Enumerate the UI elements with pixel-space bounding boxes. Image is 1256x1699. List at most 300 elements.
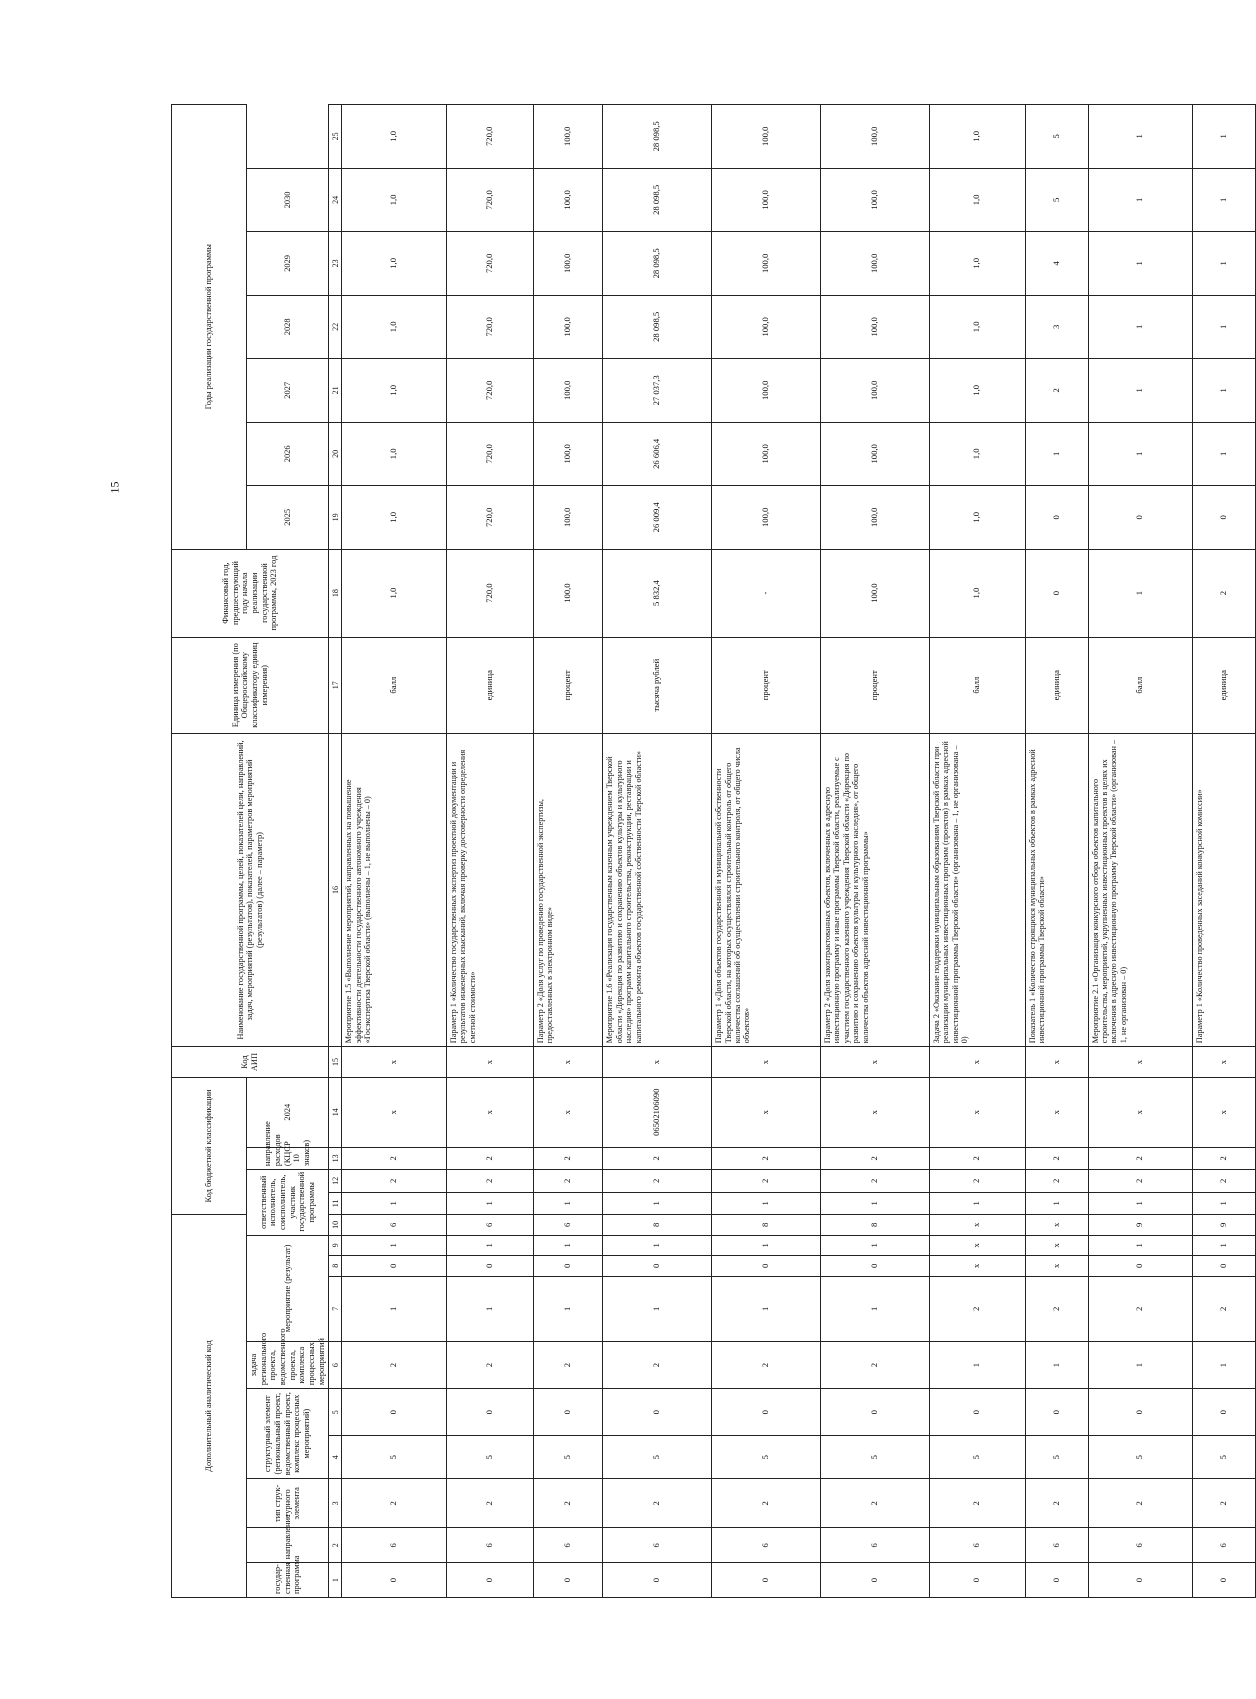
code-cell: 2 [1025, 1147, 1088, 1170]
code-cell: х [1088, 1047, 1192, 1078]
code-cell: 1 [1193, 1192, 1256, 1215]
code-cell: 6 [712, 1528, 821, 1563]
unit-cell: процент [533, 637, 603, 733]
code-cell: 1 [1025, 1342, 1088, 1389]
code-cell: 2 [929, 1276, 1025, 1342]
code-cell: х [929, 1215, 1025, 1235]
unit-cell: процент [820, 637, 929, 733]
code-cell: 2 [533, 1342, 603, 1389]
table-row [712, 105, 821, 1598]
year-value: 1 [1193, 168, 1256, 231]
year-value: 1,0 [342, 105, 446, 169]
code-cell: 0 [446, 1256, 533, 1276]
year-value: 1 [1088, 232, 1192, 295]
col-number: 13 [329, 1147, 342, 1170]
code-cell: х [1025, 1215, 1088, 1235]
code-cell: 6 [1088, 1528, 1192, 1563]
code-cell: 1 [1025, 1192, 1088, 1215]
col-number: 1 [329, 1563, 342, 1598]
code-cell: 1 [342, 1276, 446, 1342]
code-cell: х [820, 1047, 929, 1078]
year-value: 100,0 [820, 359, 929, 422]
code-cell: 0 [929, 1389, 1025, 1436]
code-cell: 1 [712, 1276, 821, 1342]
code-cell: 2 [712, 1342, 821, 1389]
code-cell: 2 [533, 1170, 603, 1193]
row-description: Параметр 1 «Количество государственных экспертиз проектной документации и результатов инженерных изысканий, включая проверку достоверности определения сметной стоимости» [446, 733, 533, 1046]
year-value: 100,0 [533, 105, 603, 169]
task-header: задача регионального проекта, ведомственного проекта, комплекса процессных мероприятий [247, 1342, 329, 1389]
col-number: 23 [329, 232, 342, 295]
fin-year-header: Финансовый год, предшествующий году начала реализации государственной программы, 2023 год [172, 549, 329, 637]
code-cell: 0 [446, 1389, 533, 1436]
code-cell: 1 [533, 1192, 603, 1215]
code-cell: 0 [712, 1563, 821, 1598]
code-cell: х [446, 1077, 533, 1147]
year-value: 720,0 [446, 359, 533, 422]
year-value: 0 [1193, 486, 1256, 549]
table-row [533, 105, 603, 1598]
year-value: 720,0 [446, 295, 533, 358]
code-cell: 2 [342, 1479, 446, 1528]
year-value: 100,0 [533, 232, 603, 295]
code-cell: 0 [342, 1256, 446, 1276]
year-value: 100,0 [533, 168, 603, 231]
code-cell: 2 [1088, 1479, 1192, 1528]
code-cell: 6 [1025, 1528, 1088, 1563]
code-cell: 2 [1025, 1276, 1088, 1342]
col-number: 12 [329, 1170, 342, 1193]
code-cell: х [929, 1235, 1025, 1255]
state-program-header: государ-ственная программа [247, 1563, 329, 1598]
year-value: 720,0 [446, 422, 533, 485]
base-year-value: 5 832,4 [603, 549, 712, 637]
col-number: 18 [329, 549, 342, 637]
base-year-value: 0 [1025, 549, 1088, 637]
row-description: Параметр 1 «Доля объектов государственной и муниципальной собственности Тверской области, на которых осуществлялся строительный контроль от общего количества соглашений об осуществлении строительного контроля, от общего числа объектов» [712, 733, 821, 1046]
year-value: 720,0 [446, 486, 533, 549]
code-cell: 2 [1025, 1170, 1088, 1193]
executor-header: ответственный исполнитель, соисполнитель, участник государственной программы [247, 1170, 329, 1236]
year-value: 26 606,4 [603, 422, 712, 485]
year-value: 1,0 [342, 295, 446, 358]
year-value: 1 [1193, 359, 1256, 422]
code-cell: х [929, 1256, 1025, 1276]
code-cell: 1 [533, 1276, 603, 1342]
code-cell: х [712, 1077, 821, 1147]
base-year-value: 1 [1088, 549, 1192, 637]
year-2026-header: 2026 [247, 422, 329, 485]
event-header: мероприятие (результат) [247, 1235, 329, 1341]
table-row [820, 105, 929, 1598]
code-cell: 2 [1088, 1276, 1192, 1342]
code-cell: х [342, 1047, 446, 1078]
base-year-value: 1,0 [342, 549, 446, 637]
year-value: 720,0 [446, 105, 533, 169]
code-cell: 1 [1193, 1342, 1256, 1389]
code-cell: 5 [1088, 1436, 1192, 1479]
code-cell: 2 [603, 1479, 712, 1528]
unit-cell: балл [342, 637, 446, 733]
code-cell: 1 [342, 1192, 446, 1215]
code-cell: 0 [1088, 1563, 1192, 1598]
code-cell: 9 [1193, 1215, 1256, 1235]
year-value: 1,0 [342, 232, 446, 295]
year-value: 2 [1025, 359, 1088, 422]
code-cell: х [929, 1077, 1025, 1147]
code-cell: 2 [929, 1147, 1025, 1170]
year-value: 4 [1025, 232, 1088, 295]
year-value: 1,0 [929, 422, 1025, 485]
code-cell: 1 [1088, 1235, 1192, 1255]
year-value: 1,0 [342, 359, 446, 422]
expense-direction-header: направление расходов (КЦСР 10 знаков) [247, 1147, 329, 1170]
base-year-value: 100,0 [533, 549, 603, 637]
year-value: 100,0 [533, 295, 603, 358]
base-year-value: 100,0 [820, 549, 929, 637]
code-cell: 2 [1193, 1147, 1256, 1170]
year-value: 1,0 [929, 168, 1025, 231]
year-value: 1,0 [929, 232, 1025, 295]
code-cell: 1 [603, 1192, 712, 1215]
year-value: 1,0 [929, 359, 1025, 422]
row-description: Задача 2 «Оказание поддержки муниципальным образованиям Тверской области при реализации муниципальных инвестиционных программ (проектов) в рамках адресной инвестиционной программы Тверской области» (организована – 1, не организована – 0) [929, 733, 1025, 1046]
year-value: 27 037,3 [603, 359, 712, 422]
year-value: 100,0 [712, 422, 821, 485]
row-description: Мероприятие 2.1 «Организация конкурсного отбора объектов капитального строительства, мероприятий, укрупненных инвестиционных проектов в целях их включения в адресную инвестиционную программу Тверской области» (организован – 1, не организован – 0) [1088, 733, 1192, 1046]
code-cell: 1 [446, 1192, 533, 1215]
year-value: 0 [1088, 486, 1192, 549]
table-row [1088, 105, 1192, 1598]
unit-cell: тысяча рублей [603, 637, 712, 733]
code-cell: 2 [712, 1170, 821, 1193]
year-value: 1,0 [929, 105, 1025, 169]
year-value: 1 [1025, 422, 1088, 485]
code-cell: 1 [342, 1235, 446, 1255]
code-cell: 2 [929, 1170, 1025, 1193]
code-cell: 2 [446, 1170, 533, 1193]
col-number: 3 [329, 1479, 342, 1528]
code-cell: 1 [446, 1235, 533, 1255]
col-number: 14 [329, 1077, 342, 1147]
code-cell: 5 [603, 1436, 712, 1479]
code-cell: 1 [820, 1235, 929, 1255]
code-cell: 8 [820, 1215, 929, 1235]
row-description: Мероприятие 1.5 «Выполнение мероприятий, направленных на повышение эффективности деятельности государственного автономного учреждения «Госэкспертиза Тверской области» (выполнены – 1, не выполнены – 0) [342, 733, 446, 1046]
table-row [603, 105, 712, 1598]
code-cell: 0 [1088, 1389, 1192, 1436]
code-cell: х [1193, 1077, 1256, 1147]
code-cell: 5 [820, 1436, 929, 1479]
code-cell: 0 [1193, 1256, 1256, 1276]
table-row [446, 105, 533, 1598]
code-cell: 0 [1088, 1256, 1192, 1276]
code-cell: х [712, 1047, 821, 1078]
code-cell: 1 [929, 1342, 1025, 1389]
unit-cell: балл [929, 637, 1025, 733]
col-number: 15 [329, 1047, 342, 1078]
code-cell: 2 [342, 1342, 446, 1389]
code-cell: 2 [446, 1147, 533, 1170]
code-cell: 0 [603, 1563, 712, 1598]
year-2028-header: 2028 [247, 295, 329, 358]
code-cell: х [1088, 1077, 1192, 1147]
code-cell: х [1025, 1047, 1088, 1078]
code-cell: 0 [533, 1389, 603, 1436]
row-description: Показатель 1 «Количество строящихся муниципальных объектов в рамках адресной инвестиционной программы Тверской области» [1025, 733, 1088, 1046]
code-cell: 1 [603, 1235, 712, 1255]
code-cell: 0 [712, 1389, 821, 1436]
code-cell: 5 [1193, 1436, 1256, 1479]
col-number: 8 [329, 1256, 342, 1276]
code-cell: 5 [446, 1436, 533, 1479]
year-value: 1 [1088, 105, 1192, 169]
code-cell: 0 [533, 1256, 603, 1276]
base-year-value: 2 [1193, 549, 1256, 637]
code-cell: 2 [446, 1342, 533, 1389]
unit-cell: единица [446, 637, 533, 733]
year-value: 1 [1088, 359, 1192, 422]
code-cell: 2 [533, 1147, 603, 1170]
code-cell: 1 [603, 1276, 712, 1342]
code-cell: 5 [712, 1436, 821, 1479]
year-value: 1 [1088, 295, 1192, 358]
code-cell: 2 [1193, 1170, 1256, 1193]
rotated-page [171, 104, 1229, 1598]
year-value: 1,0 [342, 168, 446, 231]
code-cell: 06502106090 [603, 1077, 712, 1147]
code-cell: 6 [533, 1528, 603, 1563]
code-cell: 0 [1025, 1389, 1088, 1436]
code-cell: х [533, 1077, 603, 1147]
code-cell: х [1025, 1077, 1088, 1147]
code-cell: 1 [712, 1192, 821, 1215]
year-value: 5 [1025, 168, 1088, 231]
code-cell: 2 [342, 1147, 446, 1170]
code-cell: 2 [820, 1342, 929, 1389]
code-cell: 9 [1088, 1215, 1192, 1235]
code-cell: 2 [1025, 1479, 1088, 1528]
code-cell: х [1193, 1047, 1256, 1078]
year-value: 1 [1193, 295, 1256, 358]
unit-cell: балл [1088, 637, 1192, 733]
year-value: 100,0 [533, 486, 603, 549]
year-value: 100,0 [712, 295, 821, 358]
year-value: 100,0 [533, 359, 603, 422]
code-cell: 1 [712, 1235, 821, 1255]
code-cell: 2 [603, 1342, 712, 1389]
code-cell: 6 [1193, 1528, 1256, 1563]
year-value: 28 098,5 [603, 295, 712, 358]
unit-cell: процент [712, 637, 821, 733]
year-value: 1,0 [342, 422, 446, 485]
code-cell: 1 [820, 1276, 929, 1342]
year-value: 100,0 [820, 105, 929, 169]
code-cell: 2 [1193, 1479, 1256, 1528]
base-year-value: 720,0 [446, 549, 533, 637]
col-number: 2 [329, 1528, 342, 1563]
col-number: 17 [329, 637, 342, 733]
unit-cell: единица [1025, 637, 1088, 733]
code-cell: 1 [929, 1192, 1025, 1215]
year-value: 100,0 [820, 422, 929, 485]
code-cell: 6 [820, 1528, 929, 1563]
code-cell: 2 [820, 1147, 929, 1170]
code-cell: 0 [820, 1256, 929, 1276]
code-cell: 5 [1025, 1436, 1088, 1479]
col-number: 16 [329, 733, 342, 1046]
year-value: 100,0 [820, 486, 929, 549]
year-value: 100,0 [820, 295, 929, 358]
unit-header: Единица измерения (по Общероссийскому классификатору единиц измерения) [172, 637, 329, 733]
page-number: 15 [107, 481, 122, 494]
code-cell: 6 [929, 1528, 1025, 1563]
year-value: 100,0 [712, 105, 821, 169]
code-cell: х [1025, 1256, 1088, 1276]
table-body [342, 105, 1256, 1598]
year-value: 3 [1025, 295, 1088, 358]
program-table [171, 104, 1256, 1598]
col-number: 24 [329, 168, 342, 231]
code-cell: 1 [1088, 1192, 1192, 1215]
row-description: Параметр 1 «Количество проведенных заседаний конкурсной комиссии» [1193, 733, 1256, 1046]
col-number: 5 [329, 1389, 342, 1436]
row-description: Мероприятие 1.6 «Реализация государственным казенным учреждением Тверской области «Дирекция по развитию и сохранению объектов культуры и культурного наследия» программ капитального строительства, реконструкции, реставрации и капитального ремонта объектов государственной собственности Тверской области» [603, 733, 712, 1046]
code-cell: 6 [342, 1528, 446, 1563]
year-value: 100,0 [820, 168, 929, 231]
code-cell: 2 [712, 1479, 821, 1528]
code-cell: 2 [603, 1147, 712, 1170]
struct-element-header: структурный элемент (региональный проект, ведомственный проект, комплекс процессных мероприятий) [247, 1389, 329, 1479]
code-cell: 0 [533, 1563, 603, 1598]
year-value: 720,0 [446, 232, 533, 295]
code-cell: 1 [1193, 1235, 1256, 1255]
year-value: 1,0 [929, 295, 1025, 358]
year-value: 1,0 [342, 486, 446, 549]
code-cell: 2 [1088, 1147, 1192, 1170]
table-row [342, 105, 446, 1598]
code-cell: 5 [929, 1436, 1025, 1479]
year-value: 28 098,5 [603, 105, 712, 169]
year-value: 0 [1025, 486, 1088, 549]
code-cell: 2 [820, 1479, 929, 1528]
col-number: 6 [329, 1342, 342, 1389]
code-cell: х [533, 1047, 603, 1078]
col-number: 19 [329, 486, 342, 549]
code-cell: 0 [1193, 1563, 1256, 1598]
code-cell: 0 [929, 1563, 1025, 1598]
col-number: 21 [329, 359, 342, 422]
code-cell: х [446, 1047, 533, 1078]
col-number: 22 [329, 295, 342, 358]
year-value: 1,0 [929, 486, 1025, 549]
base-year-value: 1,0 [929, 549, 1025, 637]
code-cell: 2 [446, 1479, 533, 1528]
budget-code-header: Код бюджетной классификации [172, 1077, 247, 1214]
code-cell: 0 [712, 1256, 821, 1276]
table-row [929, 105, 1025, 1598]
code-cell: 1 [1088, 1342, 1192, 1389]
code-cell: 0 [603, 1256, 712, 1276]
year-value: 100,0 [712, 232, 821, 295]
code-cell: х [929, 1047, 1025, 1078]
code-cell: 0 [603, 1389, 712, 1436]
code-cell: 6 [603, 1528, 712, 1563]
year-2025-header: 2025 [247, 486, 329, 549]
year-value: 1 [1193, 232, 1256, 295]
table-row [1025, 105, 1088, 1598]
code-cell: 0 [342, 1563, 446, 1598]
code-cell: 0 [1025, 1563, 1088, 1598]
year-value: 26 009,4 [603, 486, 712, 549]
code-cell: 5 [342, 1436, 446, 1479]
code-cell: х [1025, 1235, 1088, 1255]
row-description: Параметр 2 «Доля законтрактованных объектов, включенных в адресную инвестиционную программу и иные программы Тверской области, реализуемые с участием государственного казенного учреждения Тверской области «Дирекция по развитию и сохранению объектов культуры и культурного наследия», от общего количества объектов адресной инвестиционной программы» [820, 733, 929, 1046]
year-value: 100,0 [820, 232, 929, 295]
year-2024-header: 2024 [247, 1077, 329, 1147]
code-cell: х [342, 1077, 446, 1147]
column-numbers-row [329, 105, 342, 1598]
base-year-value: - [712, 549, 821, 637]
code-cell: 0 [820, 1389, 929, 1436]
year-2027-header: 2027 [247, 359, 329, 422]
year-value: 1 [1088, 168, 1192, 231]
year-value: 5 [1025, 105, 1088, 169]
col-number: 11 [329, 1192, 342, 1215]
code-cell: 6 [533, 1215, 603, 1235]
code-cell: 2 [820, 1170, 929, 1193]
code-cell: 6 [446, 1528, 533, 1563]
col-number: 4 [329, 1436, 342, 1479]
year-value: 28 098,5 [603, 232, 712, 295]
col-number: 9 [329, 1235, 342, 1255]
code-cell: 0 [1193, 1389, 1256, 1436]
year-value: 100,0 [712, 486, 821, 549]
code-cell: 2 [342, 1170, 446, 1193]
year-value: 100,0 [712, 359, 821, 422]
code-cell: 0 [342, 1389, 446, 1436]
code-cell: 2 [929, 1479, 1025, 1528]
col-number: 7 [329, 1276, 342, 1342]
direction-header: направление [247, 1528, 329, 1563]
code-cell: 1 [533, 1235, 603, 1255]
code-cell: 2 [1088, 1170, 1192, 1193]
code-cell: 2 [533, 1479, 603, 1528]
name-header: Наименование государственной программы, целей, показателей цели, направлений, задач, мероприятий (результатов), показателей, параметров мероприятий (результатов) (далее – параметр) [172, 733, 329, 1046]
code-cell: 6 [446, 1215, 533, 1235]
code-cell: 8 [603, 1215, 712, 1235]
year-value: 1 [1193, 422, 1256, 485]
code-cell: 0 [446, 1563, 533, 1598]
code-cell: 0 [820, 1563, 929, 1598]
analytic-code-header: Дополнительный аналитический код [172, 1215, 247, 1598]
code-cell: 2 [712, 1147, 821, 1170]
year-value: 1 [1193, 105, 1256, 169]
unit-cell: единица [1193, 637, 1256, 733]
code-cell: 2 [1193, 1276, 1256, 1342]
code-cell: х [603, 1047, 712, 1078]
code-cell: 6 [342, 1215, 446, 1235]
year-2029-header: 2029 [247, 232, 329, 295]
year-value: 100,0 [533, 422, 603, 485]
year-value: 100,0 [712, 168, 821, 231]
code-cell: 1 [820, 1192, 929, 1215]
code-cell: 8 [712, 1215, 821, 1235]
struct-type-header: тип струк-турного элемента [247, 1479, 329, 1528]
code-cell: 2 [603, 1170, 712, 1193]
table-row [1193, 105, 1256, 1598]
year-value: 1 [1088, 422, 1192, 485]
